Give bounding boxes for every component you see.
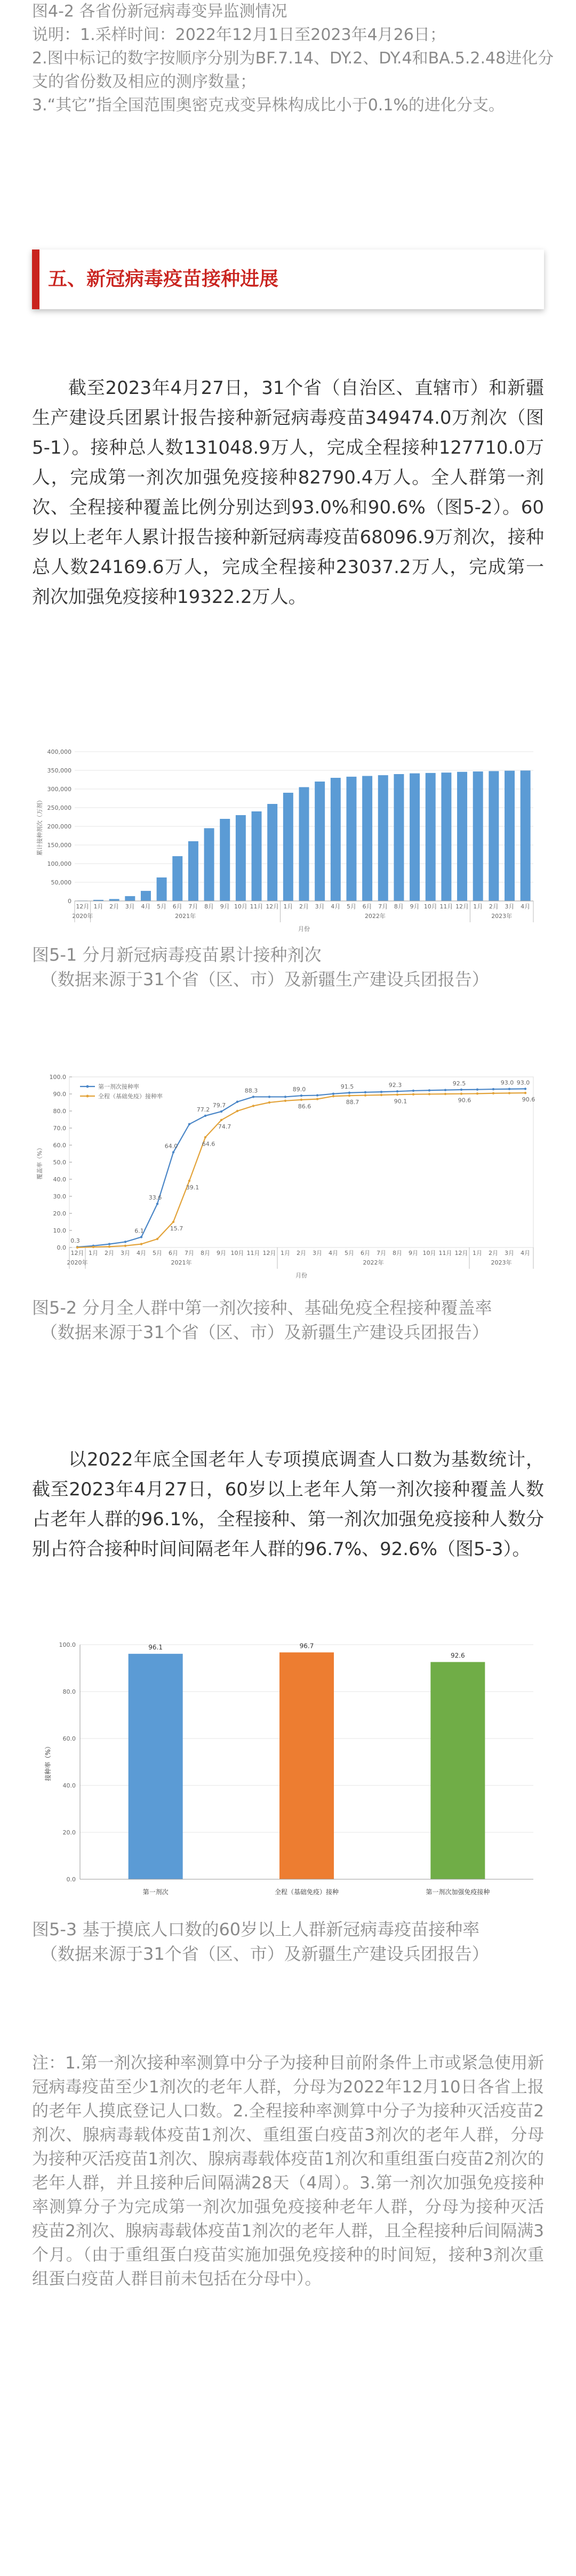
x-tick-label: 4月 xyxy=(521,903,531,910)
section-header xyxy=(32,249,544,309)
bar xyxy=(109,899,119,901)
bar xyxy=(346,777,356,901)
series-point xyxy=(108,1245,110,1247)
legend-label: 第一剂次接种率 xyxy=(98,1083,139,1090)
x-tick-label: 12月 xyxy=(70,1250,84,1257)
figure-5-3-caption xyxy=(32,1917,544,1966)
paragraph-2 xyxy=(32,1445,544,1564)
bar xyxy=(236,815,246,901)
x-tick-label: 12月 xyxy=(262,1250,276,1257)
x-tick-label: 6月 xyxy=(169,1250,178,1257)
data-label: 39.1 xyxy=(186,1184,199,1191)
x-tick-label: 5月 xyxy=(157,903,167,910)
y-tick-label: 50,000 xyxy=(51,879,71,886)
series-point xyxy=(284,1096,286,1098)
x-tick-label: 全程（基础免疫）接种 xyxy=(274,1888,339,1896)
x-tick-label: 3月 xyxy=(121,1250,130,1257)
series-point xyxy=(492,1088,494,1090)
series-point xyxy=(172,1151,174,1153)
x-tick-label: 5月 xyxy=(346,903,356,910)
series-point xyxy=(412,1090,414,1092)
series-point xyxy=(316,1094,318,1096)
x-tick-label: 5月 xyxy=(153,1250,162,1257)
y-tick-label: 0.0 xyxy=(57,1244,66,1251)
series-point xyxy=(268,1101,270,1104)
series-point xyxy=(300,1099,302,1101)
series-line xyxy=(77,1093,525,1247)
bar xyxy=(172,856,182,901)
series-point xyxy=(236,1101,238,1103)
series-point xyxy=(396,1093,398,1096)
notes-text: 注：1.第一剂次接种率测算中分子为接种目前附条件上市或紧急使用新冠病毒疫苗至少1剂次的老年人群，分母为2022年12月10日各省上报的老年人摸底登记人口数。2.全程接种率测算中分子为接种灭活疫苗2剂次、腺病毒载体疫苗1剂次、重组蛋白疫苗3剂次的老年人群，分母为接种灭活疫苗1剂次、腺病毒载体疫苗1剂次和重组蛋白疫苗2剂次的老年人群，并且接种后间隔满28天（4周）。3.第一剂次加强免疫接种率测算分子为完成第一剂次加强免疫接种老年人群，分母为接种灭活疫苗2剂次、腺病毒载体疫苗1剂次的老年人群，且全程接种后间隔满3个月。（由于重组蛋白疫苗实施加强免疫接种的时间短，接种3剂次重组蛋白疫苗人群目前未包括在分母中）。 xyxy=(32,2054,544,2289)
x-tick-label: 6月 xyxy=(362,903,372,910)
y-tick-label: 40.0 xyxy=(53,1176,66,1183)
data-label: 93.0 xyxy=(500,1079,514,1086)
year-label: 2022年 xyxy=(363,1259,384,1266)
x-tick-label: 12月 xyxy=(76,903,90,910)
y-tick-label: 200,000 xyxy=(47,823,71,830)
year-label: 2022年 xyxy=(364,913,386,920)
series-point xyxy=(444,1089,446,1091)
series-point xyxy=(364,1094,366,1096)
x-tick-label: 2月 xyxy=(109,903,119,910)
x-tick-label: 4月 xyxy=(137,1250,146,1257)
bar xyxy=(521,770,531,901)
bar xyxy=(141,891,151,901)
chart-cumulative-doses xyxy=(32,741,544,938)
y-tick-label: 40.0 xyxy=(62,1782,76,1789)
bar xyxy=(457,772,467,901)
x-tick-label: 1月 xyxy=(281,1250,290,1257)
x-tick-label: 10月 xyxy=(234,903,247,910)
series-point xyxy=(508,1092,510,1094)
bar xyxy=(441,772,451,901)
legend-marker xyxy=(86,1095,89,1098)
top-caption xyxy=(32,0,555,117)
series-point xyxy=(204,1115,206,1117)
bar xyxy=(489,771,499,901)
x-tick-label: 9月 xyxy=(220,903,230,910)
series-point xyxy=(140,1236,142,1238)
year-label: 2021年 xyxy=(171,1259,192,1266)
bar-value-label: 92.6 xyxy=(450,1652,465,1660)
y-tick-label: 0 xyxy=(68,898,71,905)
series-point xyxy=(380,1094,382,1096)
x-axis-label: 月份 xyxy=(295,1272,307,1279)
y-tick-label: 80.0 xyxy=(53,1108,66,1115)
section-accent-bar xyxy=(32,249,39,309)
bar xyxy=(157,878,167,901)
x-tick-label: 9月 xyxy=(410,903,420,910)
bar xyxy=(204,828,214,901)
x-tick-label: 6月 xyxy=(361,1250,370,1257)
y-tick-label: 100,000 xyxy=(47,860,71,867)
y-tick-label: 60.0 xyxy=(62,1735,76,1742)
y-axis-label: 接种率（%） xyxy=(44,1743,52,1781)
data-label: 33.6 xyxy=(148,1194,162,1202)
y-tick-label: 60.0 xyxy=(53,1142,66,1149)
x-tick-label: 10月 xyxy=(230,1250,244,1257)
series-point xyxy=(108,1243,110,1245)
data-label: 86.6 xyxy=(298,1102,311,1110)
x-tick-label: 1月 xyxy=(473,903,483,910)
bar xyxy=(279,1653,334,1879)
x-tick-label: 3月 xyxy=(505,1250,514,1257)
paragraph-1-text: 截至2023年4月27日，31个省（自治区、直辖市）和新疆生产建设兵团累计报告接种新冠病毒疫苗349474.0万剂次（图5-1）。接种总人数131048.9万人，完成全程接种127710.0万人，完成第一剂次加强免疫接种82790.4万人。全人群第一剂次、全程接种覆盖比例分别达到93.0%和90.6%（图5-2）。60岁以上老年人累计报告接种新冠病毒疫苗68096.9万剂次，接种总人数24169.6万人，完成全程接种23037.2万人，完成第一剂次加强免疫接种19322.2万人。 xyxy=(32,377,544,608)
bar xyxy=(378,775,388,901)
series-point xyxy=(412,1093,414,1095)
series-point xyxy=(460,1089,462,1091)
series-point xyxy=(348,1094,350,1097)
bar xyxy=(125,896,135,901)
x-tick-label: 11月 xyxy=(246,1250,260,1257)
bar-value-label: 96.1 xyxy=(148,1644,163,1652)
y-axis-label: 累计接种剂次（万剂） xyxy=(36,797,43,856)
bar xyxy=(505,771,515,901)
data-label: 90.1 xyxy=(394,1098,407,1105)
y-tick-label: 150,000 xyxy=(47,842,71,849)
y-tick-label: 80.0 xyxy=(62,1688,76,1695)
bar xyxy=(188,841,198,901)
data-label: 64.6 xyxy=(202,1140,215,1148)
series-point xyxy=(140,1243,142,1245)
y-tick-label: 100.0 xyxy=(59,1641,76,1648)
y-tick-label: 0.0 xyxy=(66,1876,76,1883)
data-label: 79.7 xyxy=(212,1101,226,1109)
x-tick-label: 第一剂次加强免疫接种 xyxy=(426,1888,490,1896)
x-tick-label: 4月 xyxy=(331,903,341,910)
y-tick-label: 20.0 xyxy=(53,1210,66,1217)
y-tick-label: 70.0 xyxy=(53,1125,66,1132)
legend-label: 全程（基础免疫）接种率 xyxy=(98,1093,163,1100)
x-tick-label: 3月 xyxy=(125,903,135,910)
y-tick-label: 250,000 xyxy=(47,804,71,811)
series-point xyxy=(428,1093,430,1095)
x-tick-label: 4月 xyxy=(329,1250,338,1257)
series-point xyxy=(348,1092,350,1094)
x-tick-label: 9月 xyxy=(409,1250,418,1257)
series-point xyxy=(380,1091,382,1093)
figure-5-3-title: 图5-3 基于摸底人口数的60岁以上人群新冠病毒疫苗接种率 xyxy=(32,1919,480,1939)
series-point xyxy=(156,1203,158,1205)
series-point xyxy=(492,1092,494,1094)
figure-5-2-title: 图5-2 分月全人群中第一剂次接种、基础免疫全程接种覆盖率 xyxy=(32,1298,492,1318)
series-point xyxy=(316,1098,318,1100)
data-label: 90.6 xyxy=(522,1096,535,1104)
x-tick-label: 8月 xyxy=(204,903,214,910)
series-point xyxy=(332,1092,334,1094)
x-tick-label: 1月 xyxy=(473,1250,482,1257)
bar xyxy=(267,804,277,901)
series-point xyxy=(220,1110,222,1113)
series-point xyxy=(268,1096,270,1098)
x-tick-label: 10月 xyxy=(422,1250,436,1257)
x-axis-label: 月份 xyxy=(298,925,310,932)
x-tick-label: 2月 xyxy=(299,903,309,910)
data-label: 74.7 xyxy=(218,1123,231,1130)
x-tick-label: 1月 xyxy=(93,903,103,910)
y-tick-label: 50.0 xyxy=(53,1159,66,1166)
series-point xyxy=(396,1090,398,1092)
section-title: 五、新冠病毒疫苗接种进展 xyxy=(48,268,279,290)
series-point xyxy=(476,1092,478,1094)
bar xyxy=(394,774,404,901)
x-tick-label: 7月 xyxy=(188,903,198,910)
data-label: 92.3 xyxy=(388,1082,402,1089)
series-point xyxy=(188,1123,190,1125)
bar xyxy=(315,782,325,901)
bar xyxy=(129,1654,183,1879)
data-label: 15.7 xyxy=(170,1225,183,1232)
series-point xyxy=(124,1245,126,1247)
x-tick-label: 10月 xyxy=(423,903,437,910)
series-point xyxy=(524,1088,526,1090)
data-label: 88.7 xyxy=(346,1099,359,1106)
x-tick-label: 3月 xyxy=(315,903,325,910)
x-tick-label: 1月 xyxy=(283,903,293,910)
figure-5-1-caption xyxy=(32,943,544,992)
series-point xyxy=(204,1136,206,1138)
year-label: 2021年 xyxy=(175,913,196,920)
x-tick-label: 5月 xyxy=(345,1250,354,1257)
x-tick-label: 第一剂次 xyxy=(142,1888,169,1896)
bar xyxy=(410,774,420,901)
y-tick-label: 300,000 xyxy=(47,786,71,793)
series-point xyxy=(284,1100,286,1102)
x-tick-label: 7月 xyxy=(185,1250,194,1257)
series-point xyxy=(236,1110,238,1112)
data-label: 88.3 xyxy=(244,1087,258,1094)
series-point xyxy=(172,1221,174,1223)
fig4-2-note-1: 说明：1.采样时间：2022年12月1日至2023年4月26日； xyxy=(32,26,446,44)
series-line xyxy=(77,1089,525,1247)
data-label: 64.0 xyxy=(164,1142,178,1150)
y-tick-label: 30.0 xyxy=(53,1193,66,1200)
series-point xyxy=(508,1088,510,1090)
data-label: 93.0 xyxy=(516,1079,530,1086)
series-point xyxy=(460,1092,462,1094)
chart-coverage-rate xyxy=(32,1066,544,1290)
x-tick-label: 11月 xyxy=(438,1250,452,1257)
figure-5-1-source: （数据来源于31个省（区、市）及新疆生产建设兵团报告） xyxy=(41,969,489,989)
paragraph-2-text: 以2022年底全国老年人专项摸底调查人口数为基数统计，截至2023年4月27日，60岁以上老年人第一剂次接种覆盖人数占老年人群的96.1%，全程接种、第一剂次加强免疫接种人数分别占符合接种时间间隔老年人群的96.7%、92.6%（图5-3）。 xyxy=(32,1449,544,1560)
chart-elderly-vaccination-rate xyxy=(32,1623,544,1911)
data-label: 91.5 xyxy=(340,1083,354,1090)
x-tick-label: 12月 xyxy=(266,903,279,910)
figure-5-1-title: 图5-1 分月新冠病毒疫苗累计接种剂次 xyxy=(32,945,322,965)
year-label: 2020年 xyxy=(72,913,93,920)
series-point xyxy=(92,1246,94,1248)
series-point xyxy=(428,1089,430,1091)
year-label: 2023年 xyxy=(491,1259,512,1266)
figure-5-2 xyxy=(32,1066,544,1290)
series-point xyxy=(332,1095,334,1097)
series-point xyxy=(252,1096,254,1098)
y-tick-label: 400,000 xyxy=(47,748,71,755)
legend-marker xyxy=(86,1085,89,1088)
data-label: 77.2 xyxy=(196,1106,210,1113)
data-label: 92.5 xyxy=(452,1080,466,1087)
x-tick-label: 1月 xyxy=(89,1250,98,1257)
x-tick-label: 8月 xyxy=(393,1250,402,1257)
figure-5-2-caption xyxy=(32,1295,544,1345)
series-point xyxy=(524,1092,526,1094)
y-tick-label: 100.0 xyxy=(49,1074,66,1081)
x-tick-label: 6月 xyxy=(172,903,182,910)
x-tick-label: 12月 xyxy=(454,1250,468,1257)
bar xyxy=(252,811,262,901)
bar xyxy=(362,776,372,901)
bar xyxy=(220,819,230,901)
figure-5-2-source: （数据来源于31个省（区、市）及新疆生产建设兵团报告） xyxy=(41,1322,489,1342)
bar xyxy=(426,773,436,901)
series-point xyxy=(124,1241,126,1243)
data-label: 90.6 xyxy=(458,1097,471,1104)
bar xyxy=(430,1662,485,1879)
x-tick-label: 7月 xyxy=(377,1250,386,1257)
x-tick-label: 2月 xyxy=(297,1250,306,1257)
figure-5-3 xyxy=(32,1623,544,1911)
x-tick-label: 12月 xyxy=(455,903,469,910)
y-axis-label: 覆盖率（%） xyxy=(36,1145,43,1180)
x-tick-label: 2月 xyxy=(489,1250,498,1257)
x-tick-label: 2月 xyxy=(489,903,499,910)
fig4-2-note-2: 2.图中标记的数字按顺序分别为BF.7.14、DY.2、DY.4和BA.5.2.48进化分支的省份数及相应的测序数量； xyxy=(32,49,554,91)
x-tick-label: 11月 xyxy=(250,903,263,910)
series-point xyxy=(300,1094,302,1097)
year-label: 2023年 xyxy=(491,913,513,920)
series-point xyxy=(364,1091,366,1093)
series-point xyxy=(220,1119,222,1121)
data-label: 89.0 xyxy=(292,1086,306,1093)
series-point xyxy=(76,1246,78,1249)
y-tick-label: 350,000 xyxy=(47,767,71,774)
bar xyxy=(283,793,293,901)
y-tick-label: 90.0 xyxy=(53,1091,66,1098)
series-point xyxy=(156,1238,158,1240)
x-tick-label: 2月 xyxy=(105,1250,114,1257)
series-point xyxy=(188,1180,190,1182)
bar xyxy=(331,778,341,901)
series-point xyxy=(476,1088,478,1090)
y-tick-label: 10.0 xyxy=(53,1227,66,1234)
bar-value-label: 96.7 xyxy=(299,1642,314,1650)
series-point xyxy=(252,1105,254,1107)
fig4-2-note-3: 3.“其它”指全国范围奥密克戎变异株构成比小于0.1%的进化分支。 xyxy=(32,96,505,115)
x-tick-label: 8月 xyxy=(394,903,404,910)
fig4-2-caption: 图4-2 各省份新冠病毒变异监测情况 xyxy=(32,2,287,21)
bar xyxy=(299,787,309,901)
x-tick-label: 11月 xyxy=(439,903,453,910)
x-tick-label: 4月 xyxy=(521,1250,530,1257)
series-point xyxy=(444,1093,446,1095)
figure-5-3-source: （数据来源于31个省（区、市）及新疆生产建设兵团报告） xyxy=(41,1944,489,1964)
x-tick-label: 7月 xyxy=(378,903,388,910)
data-label: 0.3 xyxy=(70,1237,80,1245)
x-tick-label: 8月 xyxy=(201,1250,210,1257)
x-tick-label: 9月 xyxy=(217,1250,226,1257)
bar xyxy=(473,771,483,901)
y-tick-label: 20.0 xyxy=(62,1829,76,1836)
x-tick-label: 3月 xyxy=(505,903,515,910)
notes xyxy=(32,2051,544,2291)
x-tick-label: 3月 xyxy=(313,1250,322,1257)
x-tick-label: 4月 xyxy=(141,903,151,910)
year-label: 2020年 xyxy=(67,1259,88,1266)
data-label: 6.1 xyxy=(134,1227,144,1235)
figure-5-1 xyxy=(32,741,544,938)
paragraph-1 xyxy=(32,373,544,612)
